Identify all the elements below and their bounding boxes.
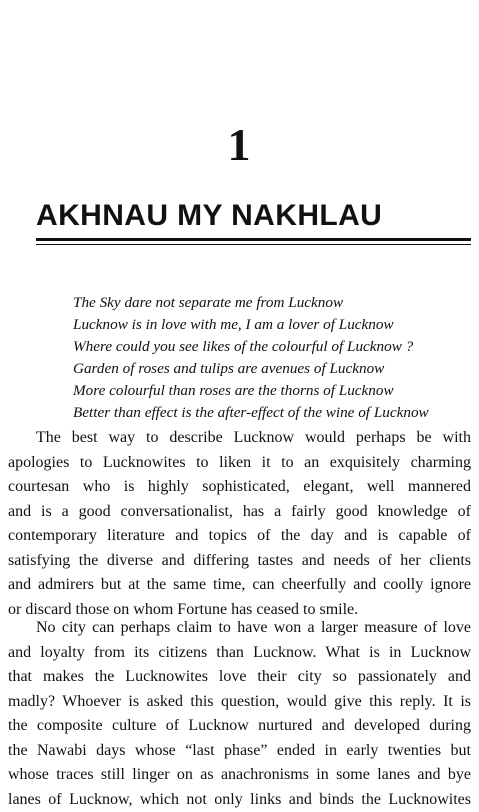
title-rule-thick xyxy=(36,238,471,241)
text-line: satisfying the diverse and differing tastes and needs of her clients xyxy=(8,549,471,574)
epigraph-poem xyxy=(73,292,479,424)
poem-line: Where could you see likes of the colourful of Lucknow ? xyxy=(73,336,479,358)
text-line: lanes of Lucknow, which not only links and binds the Lucknowites xyxy=(8,788,471,812)
text-line: No city can perhaps claim to have won a larger measure of love xyxy=(8,616,471,641)
poem-line: Lucknow is in love with me, I am a lover of Lucknow xyxy=(73,314,479,336)
text-line: or discard those on whom Fortune has ceased to smile. xyxy=(8,598,471,623)
chapter-title: AKHNAU MY NAKHLAU xyxy=(36,198,382,234)
chapter-number: 1 xyxy=(0,118,479,172)
text-line: and admirers but at the same time, can cheerfully and coolly ignore xyxy=(8,573,471,598)
text-line: the Nawabi days whose “last phase” ended in early twenties but xyxy=(8,739,471,764)
paragraph-2 xyxy=(8,616,471,812)
text-line: whose traces still linger on as anachronisms in some lanes and bye xyxy=(8,763,471,788)
text-line: The best way to describe Lucknow would perhaps be with xyxy=(8,426,471,451)
text-line: the composite culture of Lucknow nurtured and developed during xyxy=(8,714,471,739)
title-rule-thin xyxy=(36,244,471,245)
poem-line: Garden of roses and tulips are avenues of Lucknow xyxy=(73,358,479,380)
text-line: madly? Whoever is asked this question, would give this reply. It is xyxy=(8,690,471,715)
text-line: and is a good conversationalist, has a fairly good knowledge of xyxy=(8,500,471,525)
paragraph-1 xyxy=(8,426,471,622)
poem-line: Better than effect is the after-effect of the wine of Lucknow xyxy=(73,402,479,424)
poem-line: More colourful than roses are the thorns of Lucknow xyxy=(73,380,479,402)
text-line: and loyalty from its citizens than Lucknow. What is in Lucknow xyxy=(8,641,471,666)
text-line: courtesan who is highly sophisticated, elegant, well mannered xyxy=(8,475,471,500)
text-line: that makes the Lucknowites love their city so passionately and xyxy=(8,665,471,690)
text-line: apologies to Lucknowites to liken it to an exquisitely charming xyxy=(8,451,471,476)
text-line: contemporary literature and topics of the day and is capable of xyxy=(8,524,471,549)
poem-line: The Sky dare not separate me from Lucknow xyxy=(73,292,479,314)
